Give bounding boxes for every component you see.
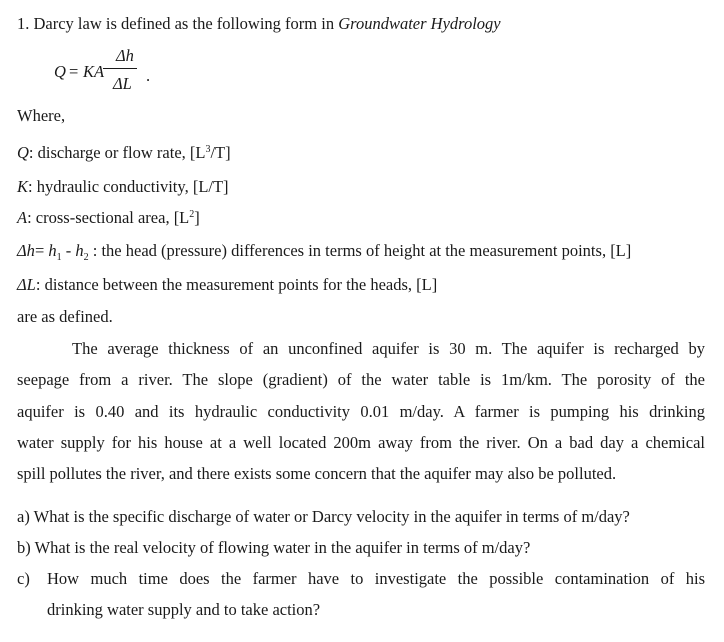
paragraph-line: spill pollutes the river, and there exists some concern that the aquifer may also be polluted. xyxy=(17,464,617,483)
def-sub2: 2 xyxy=(83,252,89,263)
paragraph-line: The average thickness of an unconfined aquifer is 30 m. The aquifer is recharged by xyxy=(72,339,705,358)
def-text: : cross-sectional area, [L xyxy=(27,208,190,227)
definition-a xyxy=(17,208,200,231)
question-text: What is the real velocity of flowing water in the aquifer in terms of m/day? xyxy=(34,538,531,557)
question-number: 1. xyxy=(17,14,30,33)
formula-denominator: ΔL xyxy=(113,74,132,93)
definition-k xyxy=(17,177,229,197)
formula-equals: = xyxy=(69,62,79,81)
def-text: : discharge or flow rate, [L xyxy=(28,143,206,162)
book-title: Groundwater Hydrology xyxy=(338,14,501,33)
def-symbol: ΔL xyxy=(17,275,36,294)
darcy-formula xyxy=(54,46,164,102)
formula-end-dot: . xyxy=(146,66,151,85)
def-h1: h xyxy=(48,241,57,260)
question-intro xyxy=(17,14,501,34)
def-eq: = xyxy=(34,241,49,260)
paragraph-line: seepage from a river. The slope (gradient) of the water table is 1m/km. The porosity of the xyxy=(17,370,705,389)
question-b xyxy=(17,538,530,558)
def-text: : hydraulic conductivity, [L/T] xyxy=(28,177,229,196)
def-symbol: K xyxy=(17,177,29,196)
def-text: : distance between the measurement points for the heads, [L] xyxy=(35,275,438,294)
def-minus: - xyxy=(61,241,76,260)
are-as-defined: are as defined. xyxy=(17,307,113,326)
def-sub1: 1 xyxy=(56,252,62,263)
question-c-text-cont: drinking water supply and to take action? xyxy=(47,600,321,619)
def-text: : the head (pressure) differences in terms of height at the measurement points, [L] xyxy=(88,241,632,260)
definition-dl xyxy=(17,275,437,295)
def-exponent: 2 xyxy=(189,209,195,220)
def-symbol: A xyxy=(17,208,28,227)
def-symbol: Q xyxy=(17,143,29,162)
def-text-end: ] xyxy=(194,208,200,227)
question-c-text: How much time does the farmer have to investigate the possible contamination of his xyxy=(47,569,705,588)
question-a xyxy=(17,507,630,527)
formula-ka: KA xyxy=(83,62,105,81)
paragraph-line: water supply for his house at a well located 200m away from the river. On a bad day a chemical xyxy=(17,433,705,452)
def-h2: h xyxy=(75,241,84,260)
question-c-label: c) xyxy=(17,569,30,588)
where-label: Where, xyxy=(17,106,66,125)
def-exponent: 3 xyxy=(205,144,211,155)
formula-numerator: Δh xyxy=(116,46,134,65)
paragraph-line: aquifer is 0.40 and its hydraulic conductivity 0.01 m/day. A farmer is pumping his drinking xyxy=(17,402,705,421)
fraction-bar xyxy=(103,68,137,69)
definition-dh xyxy=(17,241,631,264)
def-text-end: /T] xyxy=(210,143,231,162)
question-text: What is the specific discharge of water or Darcy velocity in the aquifer in terms of m/day? xyxy=(33,507,630,526)
question-label: b) xyxy=(17,538,31,557)
question-label: a) xyxy=(17,507,30,526)
def-symbol: Δh xyxy=(17,241,35,260)
intro-text: Darcy law is defined as the following form in xyxy=(33,14,335,33)
formula-lhs: Q xyxy=(54,62,66,81)
definition-q xyxy=(17,143,231,166)
